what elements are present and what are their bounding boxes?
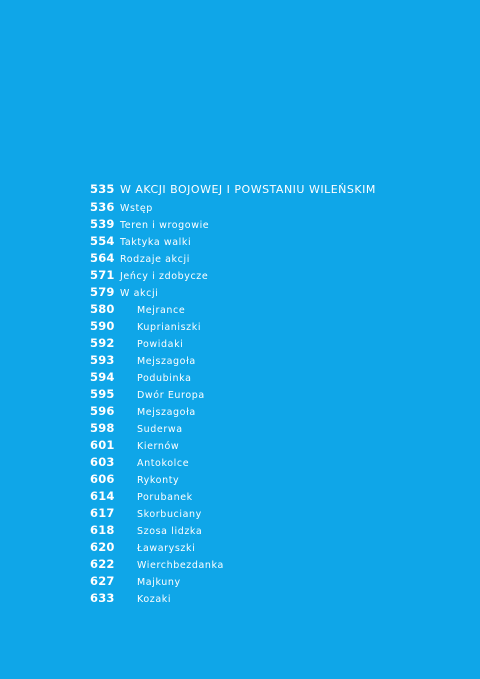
toc-entry-title: Kiernów [137,441,180,452]
toc-entry-title: W AKCJI BOJOWEJ I POWSTANIU WILEŃSKIM [120,183,376,196]
toc-page-number: 614 [90,489,115,503]
toc-page-number: 595 [90,387,115,401]
toc-entry[interactable] [90,199,460,216]
toc-entry[interactable] [90,301,460,318]
toc-entry[interactable] [90,488,460,505]
toc-entry-title: Skorbuciany [137,509,202,520]
toc-entry[interactable] [90,471,460,488]
toc-page-number: 601 [90,438,115,452]
toc-page-number: 618 [90,523,115,537]
toc-entry[interactable] [90,233,460,250]
toc-page-number: 590 [90,319,115,333]
toc-entry[interactable] [90,250,460,267]
toc-entry-title: Mejszagoła [137,356,196,367]
toc-entry-title: Jeńcy i zdobycze [120,271,209,282]
toc-entry-title: Antokolce [137,458,190,469]
toc-entry[interactable] [90,454,460,471]
toc-entry-title: Wstęp [120,203,153,214]
toc-page-number: 580 [90,302,115,316]
toc-entry[interactable] [90,403,460,420]
toc-entry-title: Ławaryszki [137,543,196,554]
toc-entry-title: Taktyka walki [120,237,192,248]
toc-page-number: 627 [90,574,115,588]
toc-page-number: 598 [90,421,115,435]
toc-page-number: 571 [90,268,115,282]
toc-entry[interactable] [90,318,460,335]
toc-entry[interactable] [90,335,460,352]
toc-entry-title: Suderwa [137,424,183,435]
toc-entry-title: Wierchbezdanka [137,560,224,571]
toc-section-heading[interactable] [90,181,460,199]
toc-entry[interactable] [90,386,460,403]
toc-entry-title: Teren i wrogowie [120,220,210,231]
toc-entry-title: Mejrance [137,305,186,316]
toc-entry-title: W akcji [120,288,159,299]
toc-entry[interactable] [90,352,460,369]
toc-entry-title: Mejszagoła [137,407,196,418]
toc-entry-title: Dwór Europa [137,390,205,401]
toc-entry-title: Majkuny [137,577,181,588]
toc-page-number: 594 [90,370,115,384]
toc-page-number: 536 [90,200,115,214]
toc-page-number: 617 [90,506,115,520]
toc-entry[interactable] [90,556,460,573]
toc-entry[interactable] [90,284,460,301]
toc-entry[interactable] [90,267,460,284]
toc-page-number: 622 [90,557,115,571]
toc-entry-title: Szosa lidzka [137,526,203,537]
toc-entry-title: Rodzaje akcji [120,254,190,265]
toc-entry-title: Podubinka [137,373,192,384]
toc-page-number: 564 [90,251,115,265]
toc-entry[interactable] [90,437,460,454]
toc-entry[interactable] [90,505,460,522]
toc-page-number: 633 [90,591,115,605]
toc-entry[interactable] [90,420,460,437]
toc-entry-title: Rykonty [137,475,180,486]
toc-entry[interactable] [90,539,460,556]
toc-page-number: 539 [90,217,115,231]
toc-page-number: 620 [90,540,115,554]
toc-page-number: 579 [90,285,115,299]
toc-entry[interactable] [90,522,460,539]
toc-entry-title: Kozaki [137,594,172,605]
toc-page-number: 603 [90,455,115,469]
toc-entry[interactable] [90,216,460,233]
toc-entry-title: Powidaki [137,339,184,350]
toc-entry[interactable] [90,573,460,590]
toc-page-number: 593 [90,353,115,367]
toc-entry-title: Kuprianiszki [137,322,202,333]
toc-page-number: 554 [90,234,115,248]
toc-page-number: 596 [90,404,115,418]
toc-entry-title: Porubanek [137,492,193,503]
table-of-contents [90,181,460,607]
toc-page-number: 535 [90,182,115,196]
toc-entry[interactable] [90,590,460,607]
toc-page-number: 606 [90,472,115,486]
toc-page-number: 592 [90,336,115,350]
toc-entry[interactable] [90,369,460,386]
